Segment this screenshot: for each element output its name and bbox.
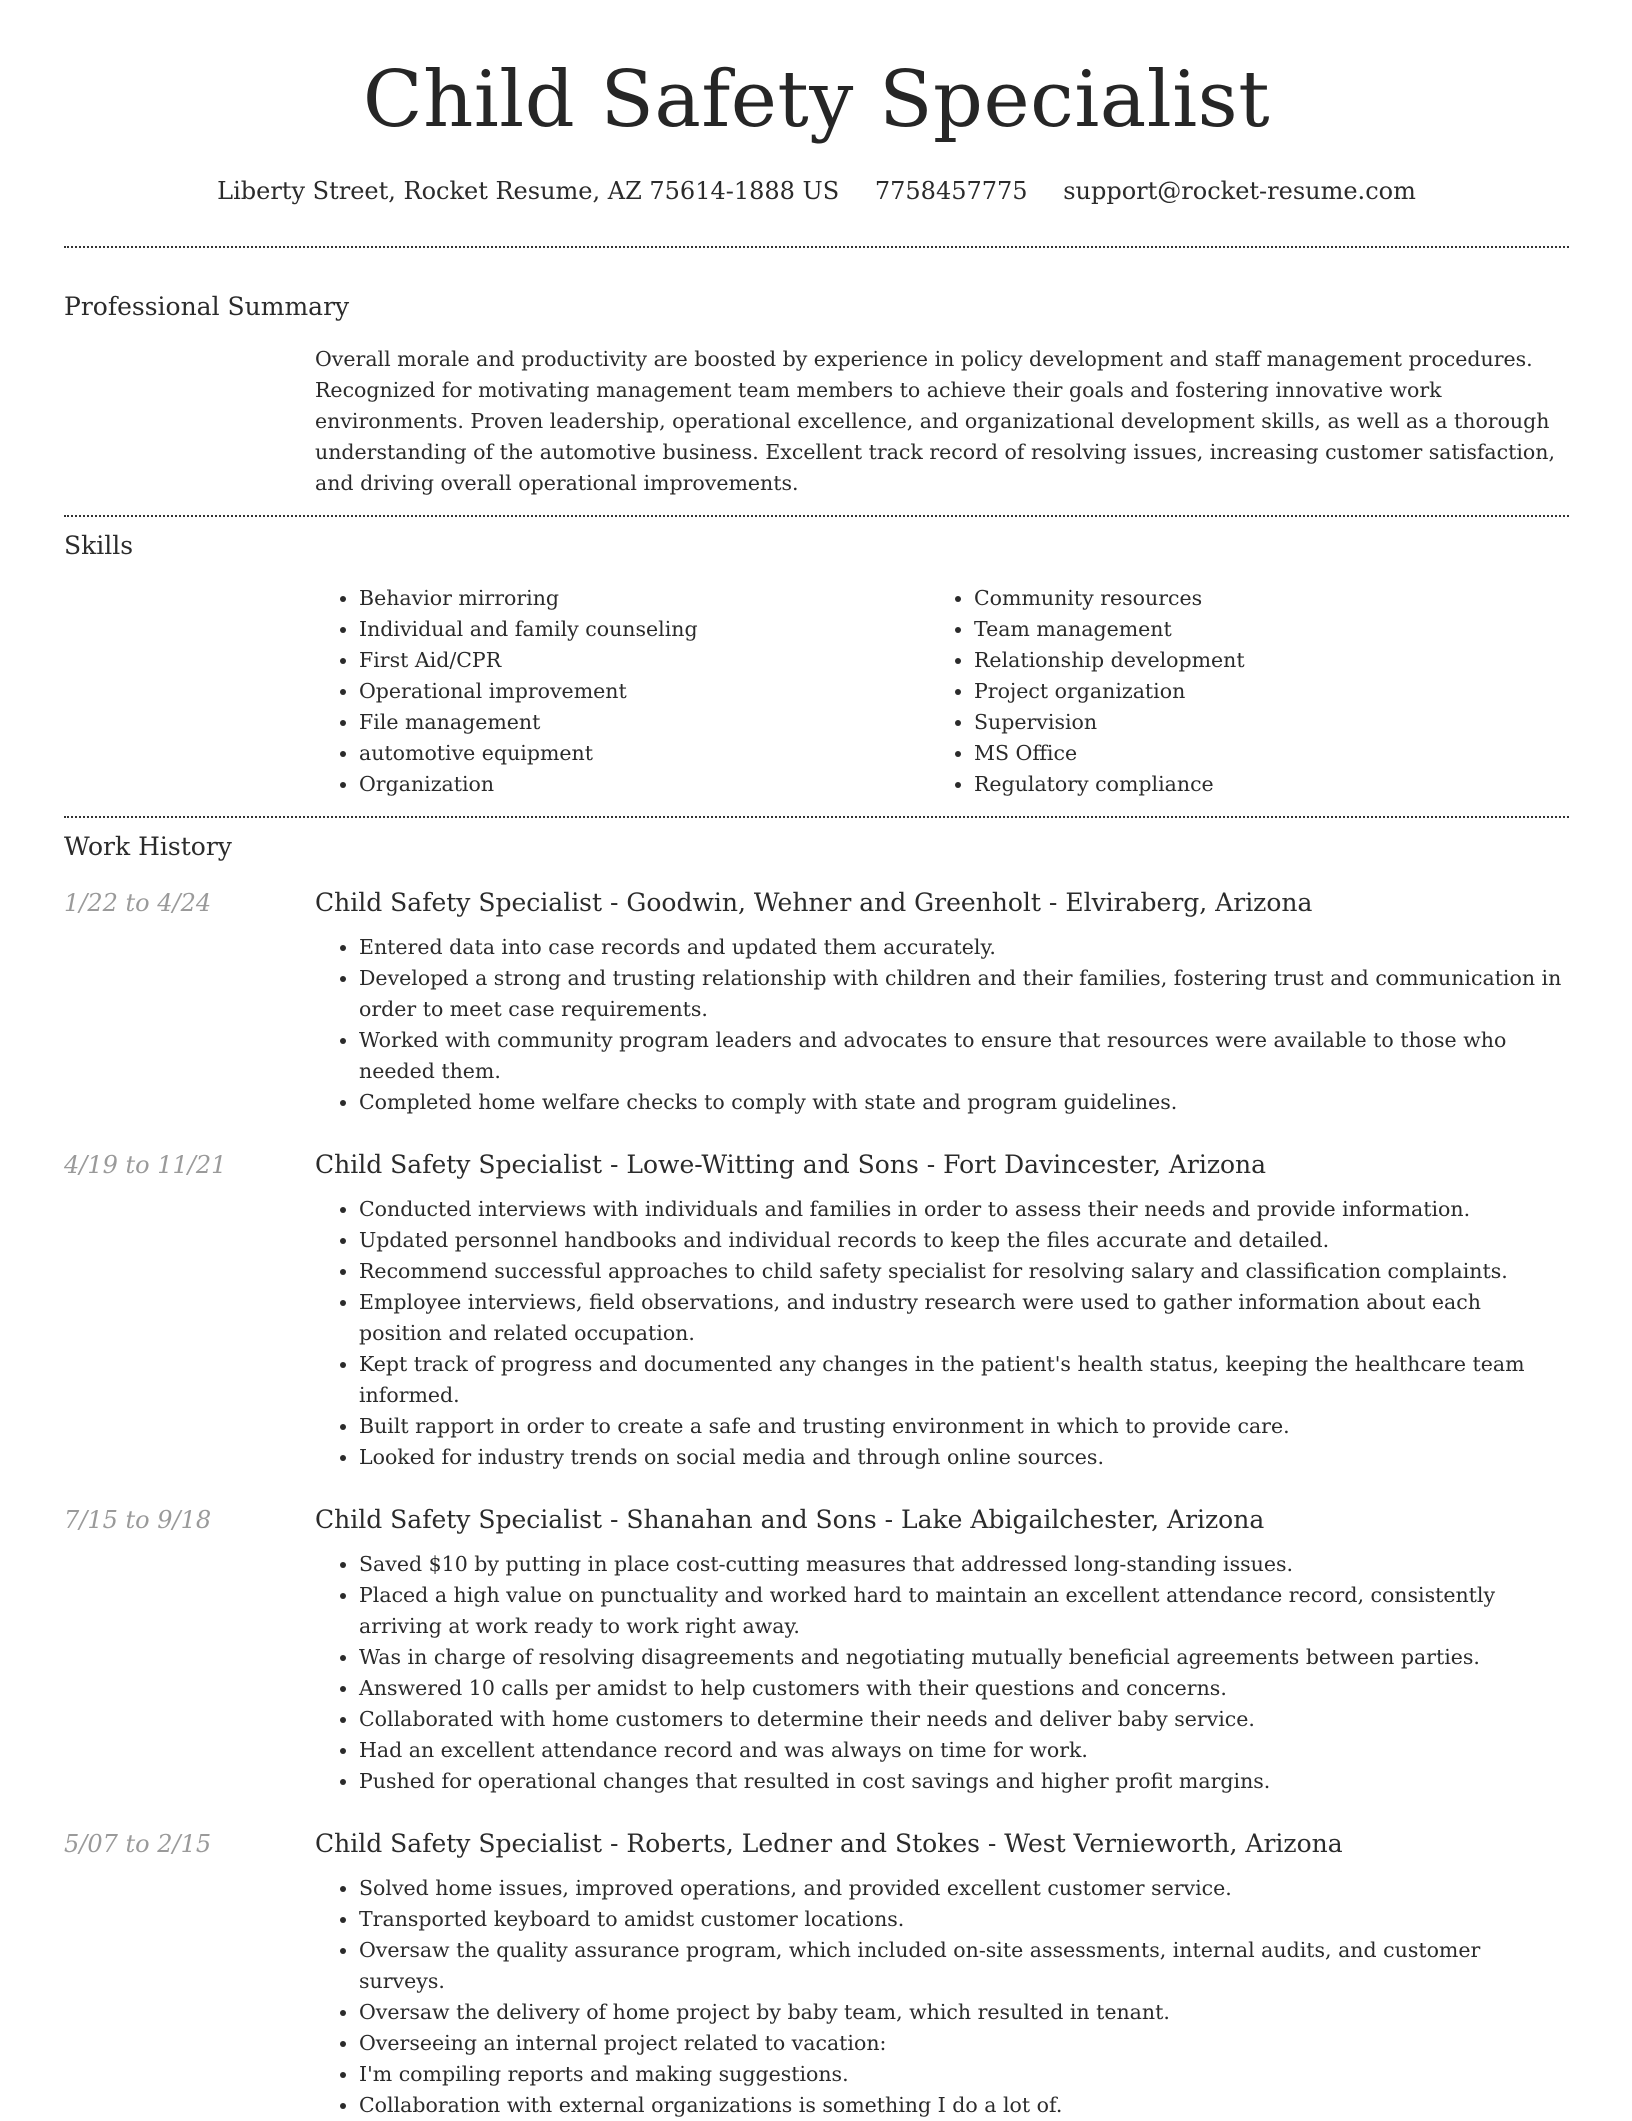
job-bullet: • Overseeing an internal project related to vacation: xyxy=(359,2028,1569,2059)
job-bullet: • Collaboration with external organizations is something I do a lot of. xyxy=(359,2090,1569,2121)
skill-item: • Team management xyxy=(974,614,1545,645)
job-bullet: • Solved home issues, improved operations, and provided excellent customer service. xyxy=(359,1873,1569,1904)
divider xyxy=(64,246,1569,248)
job-bullet: • I'm compiling reports and making suggestions. xyxy=(359,2059,1569,2090)
job-bullet: • Developed a strong and trusting relationship with children and their families, fostering trust and communication in order to meet case requirements. xyxy=(359,963,1569,1025)
job-bullet: • Updated personnel handbooks and individual records to keep the files accurate and detailed. xyxy=(359,1225,1569,1256)
skill-item: • Individual and family counseling xyxy=(359,614,930,645)
job-entry xyxy=(64,886,1569,1118)
job-title: Child Safety Specialist - Goodwin, Wehner and Greenholt - Elviraberg, Arizona xyxy=(315,888,1313,917)
skill-item: • Behavior mirroring xyxy=(359,583,930,614)
job-bullet: • Looked for industry trends on social media and through online sources. xyxy=(359,1442,1569,1473)
skill-item: • automotive equipment xyxy=(359,738,930,769)
skill-item: • Project organization xyxy=(974,676,1545,707)
job-bullet: • Employee interviews, field observations, and industry research were used to gather information about each position and related occupation. xyxy=(359,1287,1569,1349)
job-bullet: • Oversaw the delivery of home project by baby team, which resulted in tenant. xyxy=(359,1997,1569,2028)
job-entry xyxy=(64,1148,1569,1473)
job-bullet: • Placed a high value on punctuality and worked hard to maintain an excellent attendance record, consistently arriving at work ready to work right away. xyxy=(359,1580,1569,1642)
job-entry xyxy=(64,1503,1569,1797)
job-bullet: • Had an excellent attendance record and was always on time for work. xyxy=(359,1735,1569,1766)
resume-name: Child Safety Specialist xyxy=(362,55,1271,145)
job-bullet: • Saved $10 by putting in place cost-cutting measures that addressed long-standing issues. xyxy=(359,1549,1569,1580)
job-bullet: • Completed home welfare checks to comply with state and program guidelines. xyxy=(359,1087,1569,1118)
skill-item: • Supervision xyxy=(974,707,1545,738)
divider xyxy=(64,515,1569,517)
job-bullet: • Worked with community program leaders and advocates to ensure that resources were available to those who needed them. xyxy=(359,1025,1569,1087)
skill-item: • Operational improvement xyxy=(359,676,930,707)
job-bullet: • Answered 10 calls per amidst to help customers with their questions and concerns. xyxy=(359,1673,1569,1704)
job-bullets xyxy=(315,932,1569,1118)
contact-line xyxy=(64,174,1569,208)
job-bullet: • Kept track of progress and documented any changes in the patient's health status, keeping the healthcare team informed. xyxy=(359,1349,1569,1411)
job-dates: 7/15 to 9/18 xyxy=(64,1506,212,1534)
skill-item: • Community resources xyxy=(974,583,1545,614)
job-bullet: • Oversaw the quality assurance program, which included on-site assessments, internal audits, and customer surveys. xyxy=(359,1935,1569,1997)
skills-column-left xyxy=(315,583,930,800)
job-title: Child Safety Specialist - Roberts, Ledner and Stokes - West Vernieworth, Arizona xyxy=(315,1829,1343,1858)
job-bullet: • Recommend successful approaches to child safety specialist for resolving salary and classification complaints. xyxy=(359,1256,1569,1287)
skill-item: • Relationship development xyxy=(974,645,1545,676)
work-heading: Work History xyxy=(64,832,232,861)
job-dates: 1/22 to 4/24 xyxy=(64,889,212,917)
skills-heading: Skills xyxy=(64,531,134,560)
skills-list xyxy=(315,583,1569,800)
job-bullet: • Built rapport in order to create a safe and trusting environment in which to provide care. xyxy=(359,1411,1569,1442)
summary-text: Overall morale and productivity are boosted by experience in policy development and staff management procedures. Recognized for motivating management team members to achieve their goals and fostering innovative work environments. Proven leadership, operational excellence, and organizational development skills, as well as a thorough understanding of the automotive business. Excellent track record of resolving issues, increasing customer satisfaction, and driving overall operational improvements. xyxy=(315,347,1555,495)
job-bullets xyxy=(315,1873,1569,2121)
skills-column-right xyxy=(930,583,1545,800)
job-bullet: • Collaborated with home customers to determine their needs and deliver baby service. xyxy=(359,1704,1569,1735)
job-title: Child Safety Specialist - Lowe-Witting and Sons - Fort Davincester, Arizona xyxy=(315,1150,1267,1179)
divider xyxy=(64,816,1569,818)
job-bullet: • Pushed for operational changes that resulted in cost savings and higher profit margins. xyxy=(359,1766,1569,1797)
job-title: Child Safety Specialist - Shanahan and Sons - Lake Abigailchester, Arizona xyxy=(315,1505,1265,1534)
job-bullet: • Transported keyboard to amidst customer locations. xyxy=(359,1904,1569,1935)
job-entry xyxy=(64,1827,1569,2121)
skill-item: • Regulatory compliance xyxy=(974,769,1545,800)
job-bullet: • Conducted interviews with individuals and families in order to assess their needs and provide information. xyxy=(359,1194,1569,1225)
job-dates: 5/07 to 2/15 xyxy=(64,1830,212,1858)
resume-page xyxy=(64,0,1569,2121)
skill-item: • First Aid/CPR xyxy=(359,645,930,676)
summary-heading: Professional Summary xyxy=(64,292,350,321)
job-bullets xyxy=(315,1549,1569,1797)
job-bullets xyxy=(315,1194,1569,1473)
skill-item: • MS Office xyxy=(974,738,1545,769)
job-dates: 4/19 to 11/21 xyxy=(64,1151,227,1179)
skill-item: • File management xyxy=(359,707,930,738)
job-bullet: • Was in charge of resolving disagreements and negotiating mutually beneficial agreements between parties. xyxy=(359,1642,1569,1673)
contact-email: support@rocket-resume.com xyxy=(1063,177,1416,205)
contact-address: Liberty Street, Rocket Resume, AZ 75614-1888 US xyxy=(217,177,840,205)
contact-phone: 7758457775 xyxy=(874,177,1028,205)
job-bullet: • Entered data into case records and updated them accurately. xyxy=(359,932,1569,963)
skill-item: • Organization xyxy=(359,769,930,800)
